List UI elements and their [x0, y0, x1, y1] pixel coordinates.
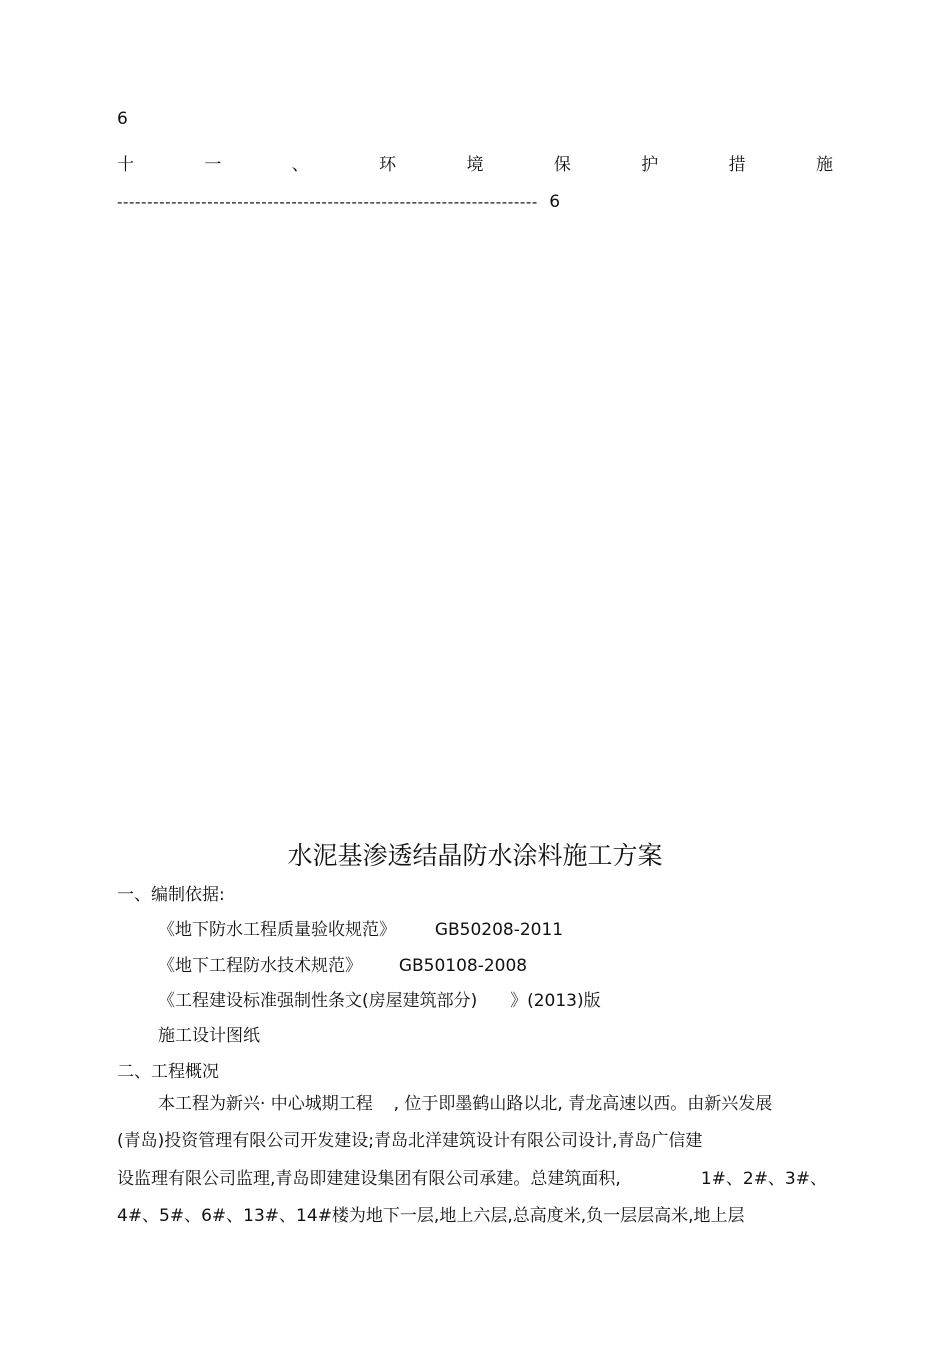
overview-line: [117, 1164, 827, 1189]
section-heading-overview: 二、工程概况: [117, 1062, 219, 1082]
reference-code: GB50108-2008: [398, 956, 528, 976]
toc-char: 保: [553, 155, 571, 175]
toc-entry-title: [117, 150, 833, 175]
overview-text: 本工程为新兴· 中心城期工程: [158, 1094, 373, 1114]
toc-leader-line: [117, 192, 561, 212]
overview-line: 4#、5#、6#、13#、14#楼为地下一层,地上六层,总高度米,负一层层高米,地上层: [117, 1206, 745, 1226]
document-title: 水泥基渗透结晶防水涂料施工方案: [287, 841, 663, 870]
reference-name: 《工程建设标准强制性条文(房屋建筑部分): [158, 991, 478, 1011]
toc-char: 一: [204, 155, 222, 175]
toc-char: 、: [291, 155, 309, 175]
reference-code: 》(2013)版: [510, 991, 601, 1011]
toc-leader: ----------------------------------------------------------------------: [117, 193, 538, 211]
toc-char: 护: [641, 155, 659, 175]
overview-text: 设监理有限公司监理,青岛即建建设集团有限公司承建。总建筑面积,: [117, 1169, 621, 1189]
reference-name: 《地下工程防水技术规范》: [158, 956, 362, 976]
toc-char: 十: [117, 155, 134, 175]
toc-page-number: 6: [117, 109, 128, 129]
overview-line: (青岛)投资管理有限公司开发建设;青岛北洋建筑设计有限公司设计,青岛广信建: [117, 1131, 703, 1151]
toc-char: 境: [466, 155, 484, 175]
section-heading-basis: 一、编制依据:: [117, 885, 225, 905]
reference-item: [158, 951, 527, 976]
reference-code: GB50208-2011: [434, 920, 564, 940]
reference-item: [158, 915, 563, 940]
reference-item: [158, 986, 601, 1011]
toc-char: 措: [728, 155, 746, 175]
overview-text: , 位于即墨鹤山路以北, 青龙高速以西。由新兴发展: [393, 1094, 773, 1114]
toc-char: 环: [379, 155, 397, 175]
overview-text: 1#、2#、3#、: [700, 1169, 827, 1189]
toc-entry-page: 6: [549, 192, 561, 212]
toc-char: 施: [816, 155, 833, 175]
reference-name: 《地下防水工程质量验收规范》: [158, 920, 396, 940]
overview-line: [158, 1089, 772, 1114]
reference-item-drawings: 施工设计图纸: [158, 1026, 260, 1046]
